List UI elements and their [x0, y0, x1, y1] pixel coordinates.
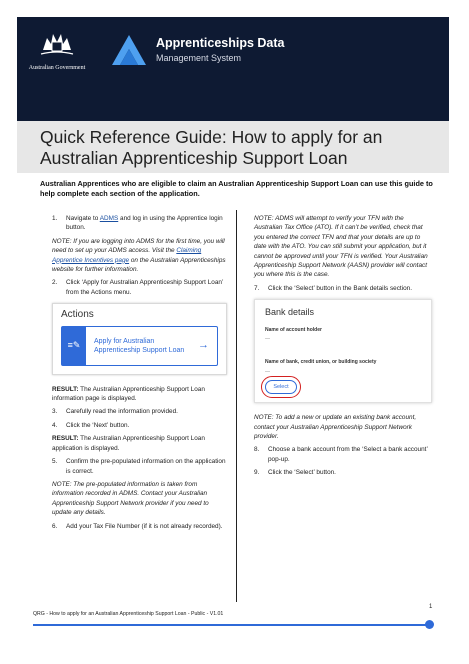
- adms-link[interactable]: ADMS: [99, 215, 119, 222]
- step-text: Add your Tax File Number (if it is not already recorded).: [66, 522, 223, 530]
- note-prepopulated: NOTE: The pre-populated information is taken from information recorded in ADMS. Contact your Australian Apprenticeship Support Network provider if you need to update any details.: [52, 480, 209, 517]
- note-bank-account: NOTE: To add a new or update an existing bank account, contact your Australian Apprenticeship Support Network provider.: [254, 414, 417, 441]
- adms-logo-icon: [110, 33, 148, 69]
- bank-name-value: —: [265, 368, 270, 375]
- step-8: [254, 445, 432, 464]
- step-number: 2.: [52, 279, 58, 287]
- result-label: RESULT:: [52, 435, 79, 443]
- note-first-login: [52, 237, 227, 275]
- note-text-part: on the Australian Apprenticeships website for further information.: [52, 256, 226, 274]
- page-number: 1: [429, 604, 433, 610]
- step-text: Click the ‘Select’ button.: [268, 469, 336, 477]
- brand-title: Apprenticeships Data: [156, 36, 285, 50]
- step-5: [52, 457, 227, 476]
- step-number: 4.: [52, 421, 58, 429]
- government-label: Australian Government: [28, 65, 86, 71]
- step-text: [66, 214, 227, 233]
- footer-dot: [425, 620, 434, 629]
- step-9: [254, 468, 432, 477]
- step-text: Click ‘Apply for Australian Apprenticeship Support Loan’ from the Actions menu.: [66, 279, 224, 296]
- footer-text: QRG - How to apply for an Australian Apprenticeship Support Loan - Public - V1.01: [33, 611, 224, 617]
- bank-details-screenshot: [254, 299, 432, 403]
- step-number: 1.: [52, 215, 58, 222]
- step-6: [52, 522, 227, 531]
- step-text-part: Navigate to: [66, 215, 100, 222]
- step-text: Carefully read the information provided.: [66, 408, 178, 416]
- step-1: [52, 214, 227, 233]
- apply-loan-label: Apply for Australian Apprenticeship Support Loan: [94, 337, 185, 354]
- government-logo: [26, 30, 88, 71]
- apply-loan-button[interactable]: [61, 326, 218, 366]
- step-4: [52, 421, 227, 430]
- step-text-part: and log in using the Apprentice login button.: [66, 215, 223, 232]
- note-text-part: NOTE: If you are logging into ADMS for the first time, you will need to set up your ADMS access. Visit the: [52, 237, 225, 255]
- bank-details-title: Bank details: [265, 307, 315, 318]
- step-3: [52, 407, 227, 416]
- footer-line: [33, 624, 428, 626]
- coat-of-arms-icon: [39, 30, 75, 58]
- edit-list-icon: ≡✎: [62, 327, 86, 365]
- select-bank-button[interactable]: Select: [265, 380, 297, 394]
- intro-text: Australian Apprentices who are eligible to claim an Australian Apprenticeship Support Loan can use this guide to help complete each section of the application.: [40, 179, 433, 198]
- step-number: 8.: [254, 446, 260, 454]
- result-info-page: [52, 385, 227, 404]
- step-text: Click the ‘Next’ button.: [66, 421, 130, 429]
- step-number: 7.: [254, 284, 260, 292]
- result-label: RESULT:: [52, 385, 79, 393]
- step-text: Choose a bank account from the ‘Select a bank account’ pop-up.: [268, 446, 428, 463]
- actions-title: Actions: [61, 309, 94, 321]
- result-text: The Australian Apprenticeship Support Loan application is displayed.: [52, 435, 205, 452]
- step-2: [52, 278, 227, 297]
- arrow-right-icon: →: [198, 338, 209, 351]
- step-number: 9.: [254, 469, 260, 477]
- step-7: [254, 284, 432, 293]
- left-column: [52, 214, 227, 535]
- result-text: The Australian Apprenticeship Support Loan information page is displayed.: [52, 385, 205, 403]
- account-holder-label: Name of account holder: [265, 326, 322, 333]
- step-number: 6.: [52, 522, 58, 530]
- note-tfn: NOTE: ADMS will attempt to verify your TFN with the Australian Tax Office (ATO). If it can’t be verified, check that you entered the correct TFN and that your details are up to date with the ATO. You can still submit your application, but it cannot be approved until your TFN is verified. Your Australian Apprenticeship Support Network (AASN) provider will contact you where this is the case.: [254, 215, 428, 279]
- bank-name-label: Name of bank, credit union, or building society: [265, 359, 377, 366]
- column-divider: [236, 210, 237, 602]
- step-text: Click the ‘Select’ button in the Bank details section.: [268, 284, 412, 292]
- right-column: [254, 214, 432, 482]
- step-number: 3.: [52, 408, 58, 416]
- incentives-page-link[interactable]: Claiming Apprentice Incentives page: [52, 247, 202, 264]
- account-holder-value: —: [265, 336, 270, 343]
- step-text: Confirm the pre-populated information on the application is correct.: [66, 458, 226, 475]
- result-application: [52, 434, 227, 453]
- page-title: Quick Reference Guide: How to apply for an Australian Apprenticeship Support Loan: [40, 127, 383, 168]
- actions-panel-screenshot: [52, 303, 227, 374]
- step-number: 5.: [52, 458, 58, 466]
- brand-subtitle: Management System: [156, 53, 242, 63]
